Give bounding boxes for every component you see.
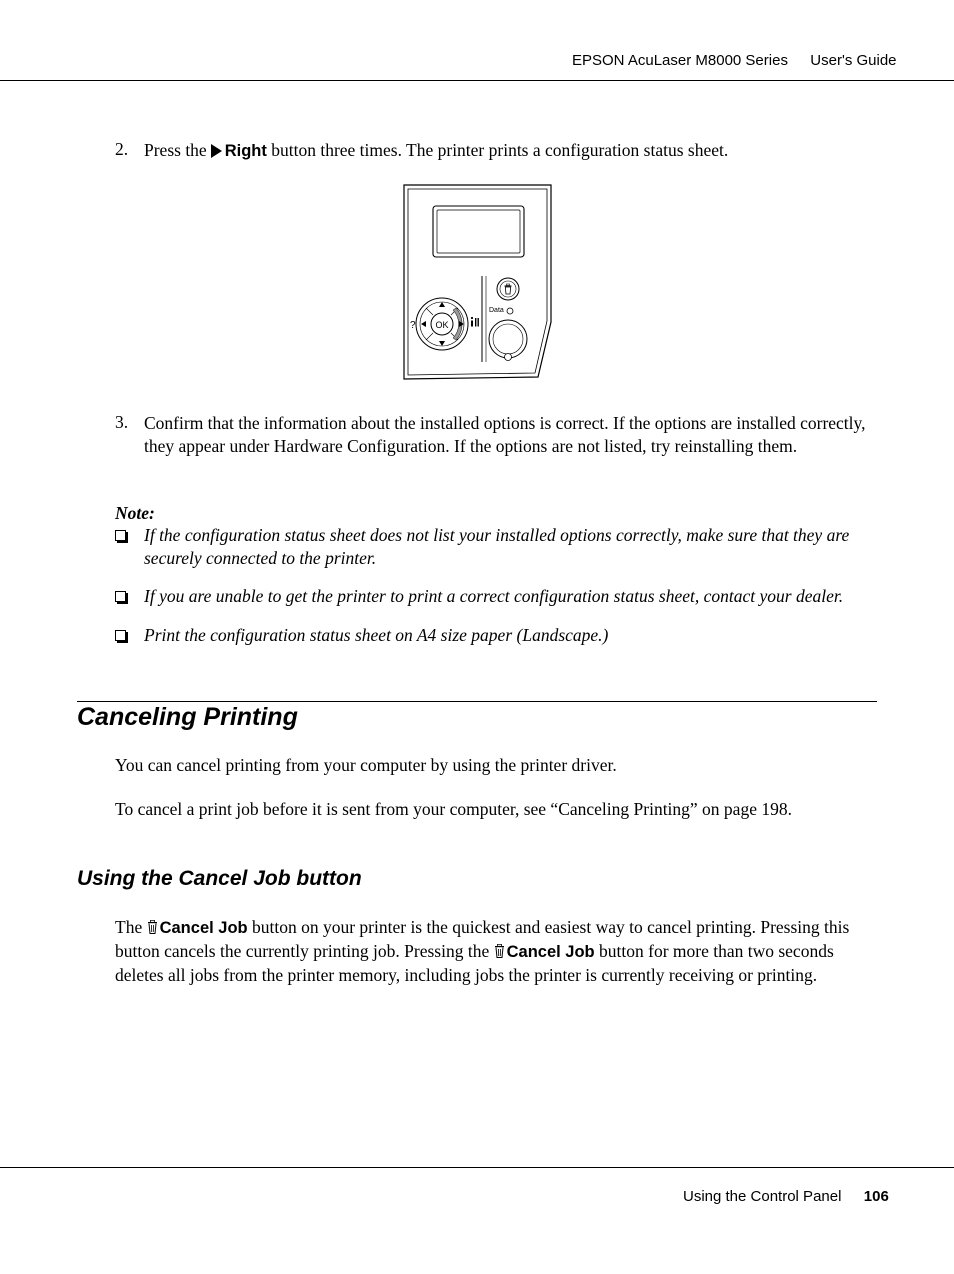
page-number: 106 (863, 1188, 889, 1205)
right-button-label: Right (224, 142, 267, 160)
wakeup-button (489, 320, 527, 358)
step-3-text: Confirm that the information about the installed options is correct. If the options are installed correctly, they appear under Hardware Configuration. If the options are not listed, try reinstalling them. (144, 413, 866, 456)
control-panel-figure (400, 182, 556, 382)
cancel-job-label: Cancel Job (506, 943, 595, 961)
data-label: Data (489, 307, 504, 314)
right-arrow-icon (211, 144, 222, 158)
help-icon: ? (410, 320, 416, 331)
note-title: Note: (115, 503, 155, 523)
section-rule (77, 701, 877, 702)
section-title: Canceling Printing (77, 703, 298, 731)
note-item-1: If the configuration status sheet does not list your installed options correctly, make sure that they are securely connected to the printer. (144, 525, 850, 568)
ready-light (505, 354, 512, 361)
header-guide: User's Guide (810, 52, 897, 69)
running-footer (683, 1188, 889, 1205)
section-para-2: To cancel a print job before it is sent from your computer, see “Canceling Printing” on page 198. (115, 799, 792, 819)
note-item-2: If you are unable to get the printer to print a correct configuration status sheet, contact your dealer. (144, 586, 844, 606)
running-header (572, 52, 897, 69)
trash-icon (494, 944, 505, 958)
ok-label: OK (435, 320, 449, 330)
subsection-title: Using the Cancel Job button (77, 867, 362, 890)
footer-chapter: Using the Control Panel (683, 1188, 842, 1205)
step-3-number: 3. (115, 412, 129, 432)
footer-rule (0, 1167, 954, 1168)
trash-icon (147, 920, 158, 934)
bullet-checkbox (115, 530, 126, 541)
section-para-1: You can cancel printing from your computer by using the printer driver. (115, 755, 617, 775)
header-rule (0, 80, 954, 81)
cancel-job-label: Cancel Job (159, 919, 248, 937)
step-2-text: Press the Right button three times. The printer prints a configuration status sheet. (144, 140, 729, 160)
bullet-checkbox (115, 630, 126, 641)
note-item-3: Print the configuration status sheet on A4 size paper (Landscape.) (144, 625, 609, 645)
step-2-number: 2. (115, 139, 129, 159)
bullet-checkbox (115, 591, 126, 602)
subsection-paragraph: The Cancel Job button on your printer is the quickest and easiest way to cancel printing. Pressing this button cancels the currently printing job. Pressing the Cancel Job button for more than two seconds deletes all jobs from the printer memory, including jobs the printer is currently receiving or printing. (115, 917, 850, 985)
header-product: EPSON AcuLaser M8000 Series (572, 52, 788, 69)
lcd-screen (433, 206, 524, 257)
data-light (507, 308, 513, 314)
